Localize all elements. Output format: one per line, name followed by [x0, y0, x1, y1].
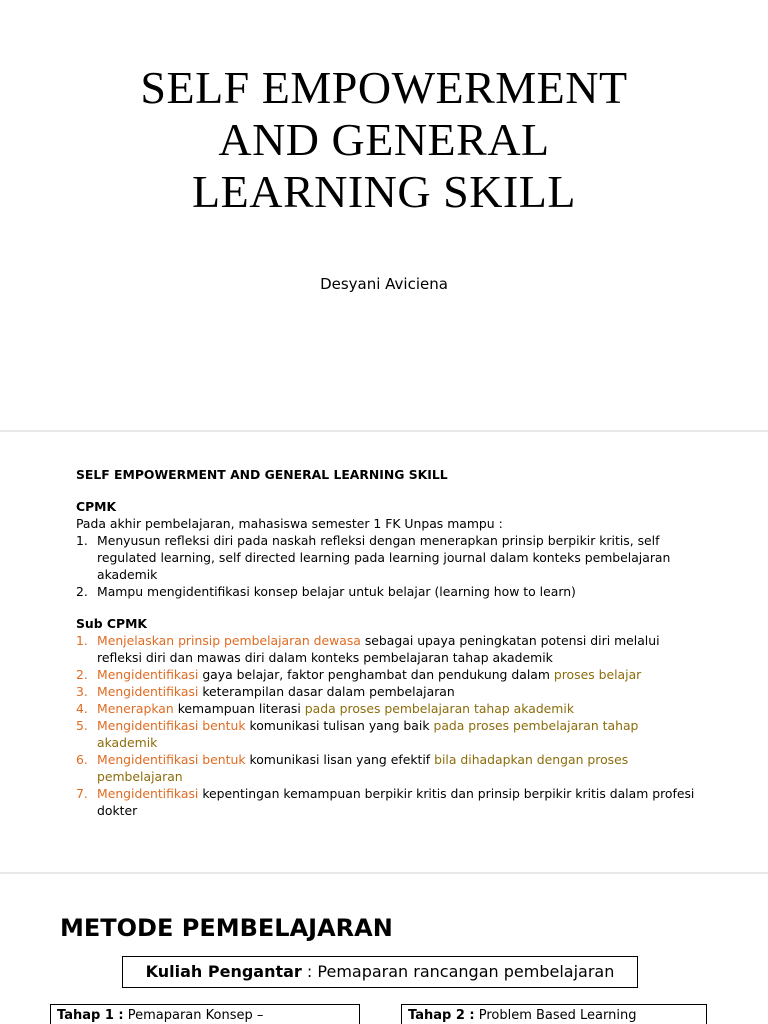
title-slide	[0, 0, 768, 430]
sub-cpmk-item	[76, 632, 696, 666]
author-name: Desyani Aviciena	[320, 275, 448, 293]
cpmk-label: CPMK	[76, 499, 117, 514]
list-number: 2.	[76, 667, 88, 682]
sub-cpmk-context: bila dihadapkan dengan proses pembelajaran	[97, 752, 629, 784]
sub-cpmk-body: gaya belajar, faktor penghambat dan pendukung dalam	[198, 667, 554, 682]
sub-cpmk-verb: Mengidentifikasi	[97, 667, 199, 682]
list-number: 2.	[76, 584, 88, 599]
metode-slide	[0, 874, 768, 1024]
kuliah-label: Kuliah Pengantar	[145, 962, 302, 981]
cpmk-content	[76, 466, 696, 819]
cpmk-item-text: Mampu mengidentifikasi konsep belajar untuk belajar (learning how to learn)	[97, 584, 576, 599]
title-line-3: LEARNING SKILL	[192, 166, 576, 217]
sub-cpmk-body: kepentingan kemampuan berpikir kritis dan prinsip berpikir kritis dalam profesi dokter	[97, 786, 695, 818]
list-number: 1.	[76, 633, 88, 648]
tahap-1-label: Tahap 1 :	[57, 1008, 124, 1023]
sub-cpmk-verb: Menjelaskan prinsip pembelajaran dewasa	[97, 633, 361, 648]
sub-cpmk-body: komunikasi lisan yang efektif	[245, 752, 435, 767]
sub-cpmk-item	[76, 751, 696, 785]
sub-cpmk-item	[76, 785, 696, 819]
list-number: 6.	[76, 752, 88, 767]
tahap-2-label: Tahap 2 :	[408, 1008, 475, 1023]
sub-cpmk-context: pada proses pembelajaran tahap akademik	[304, 701, 574, 716]
cpmk-slide	[0, 432, 768, 872]
metode-title: METODE PEMBELAJARAN	[60, 914, 393, 942]
sub-cpmk-verb: Mengidentifikasi	[97, 786, 199, 801]
sub-cpmk-context: pada proses pembelajaran tahap akademik	[97, 718, 639, 750]
cpmk-slide-heading: SELF EMPOWERMENT AND GENERAL LEARNING SKILL	[76, 467, 448, 482]
list-number: 3.	[76, 684, 88, 699]
tahap-2-box	[401, 1004, 707, 1024]
sub-cpmk-item	[76, 717, 696, 751]
sub-cpmk-body: keterampilan dasar dalam pembelajaran	[198, 684, 455, 699]
sub-cpmk-item	[76, 683, 696, 700]
list-number: 1.	[76, 533, 88, 548]
tahap-1-text: Pemaparan Konsep –	[123, 1008, 264, 1023]
sub-cpmk-context: proses belajar	[553, 667, 642, 682]
sub-cpmk-body: sebagai upaya peningkatan potensi diri melalui refleksi diri dan mawas diri dalam konteks pembelajaran tahap akademik	[97, 633, 660, 665]
title-line-2: AND GENERAL	[218, 114, 550, 165]
list-number: 7.	[76, 786, 88, 801]
sub-cpmk-verb: Mengidentifikasi bentuk	[97, 718, 246, 733]
kuliah-text: : Pemaparan rancangan pembelajaran	[301, 962, 615, 981]
sub-cpmk-body: komunikasi tulisan yang baik	[245, 718, 434, 733]
tahap-2-text: Problem Based Learning	[474, 1008, 637, 1023]
cpmk-item	[76, 532, 696, 583]
slide-title	[0, 62, 768, 218]
sub-cpmk-item	[76, 700, 696, 717]
list-number: 5.	[76, 718, 88, 733]
sub-cpmk-label: Sub CPMK	[76, 616, 148, 631]
sub-cpmk-verb: Mengidentifikasi	[97, 684, 199, 699]
sub-cpmk-verb: Mengidentifikasi bentuk	[97, 752, 246, 767]
title-line-1: SELF EMPOWERMENT	[140, 62, 628, 113]
cpmk-item	[76, 583, 696, 600]
cpmk-list	[76, 532, 696, 600]
cpmk-item-text: Menyusun refleksi diri pada naskah refleksi dengan menerapkan prinsip berpikir kritis, self regulated learning, self directed learning pada learning journal dalam konteks pembelajaran akademik	[97, 533, 671, 582]
kuliah-pengantar-box	[122, 956, 638, 988]
cpmk-intro: Pada akhir pembelajaran, mahasiswa semester 1 FK Unpas mampu :	[76, 516, 503, 531]
sub-cpmk-list	[76, 632, 696, 819]
tahap-1-box	[50, 1004, 360, 1024]
sub-cpmk-item	[76, 666, 696, 683]
sub-cpmk-verb: Menerapkan	[97, 701, 174, 716]
list-number: 4.	[76, 701, 88, 716]
sub-cpmk-body: kemampuan literasi	[173, 701, 305, 716]
